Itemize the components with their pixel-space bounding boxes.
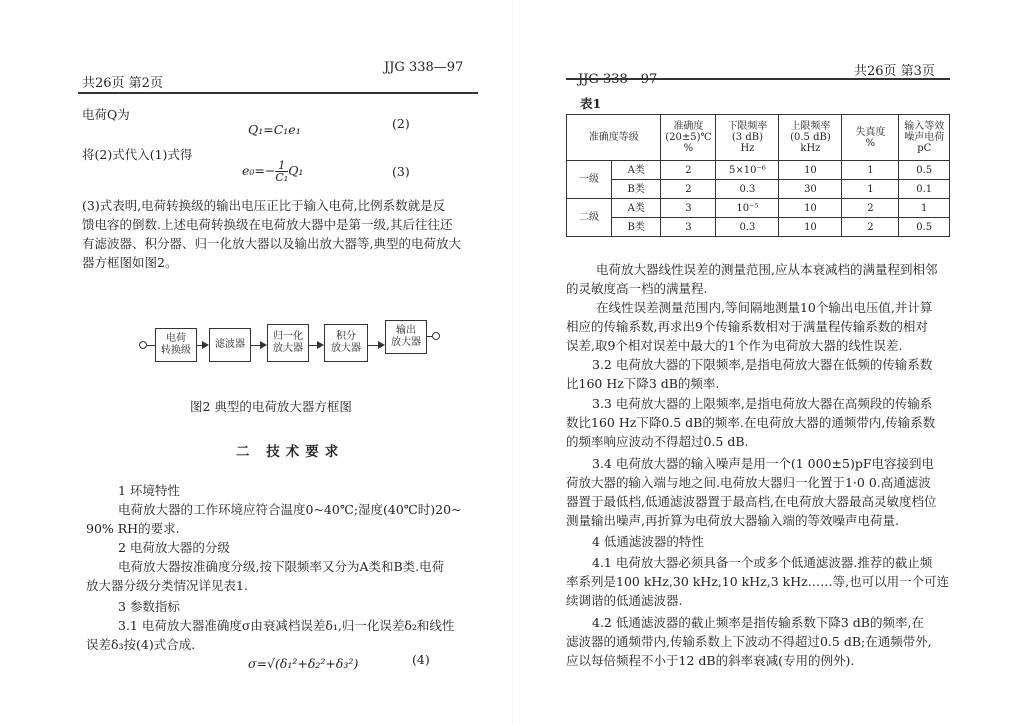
table-header: 准确度等级	[567, 115, 661, 161]
text-line: 电荷放大器的工作环境应符合温度0~40℃;湿度(40℃时)20~	[118, 502, 462, 517]
table-row	[567, 218, 950, 237]
connector-line	[367, 345, 378, 346]
table-cell: 0.3	[716, 218, 779, 237]
table-row	[567, 199, 950, 218]
output-terminal	[432, 332, 440, 340]
input-terminal	[139, 341, 147, 349]
table-cell: 2	[842, 199, 899, 218]
block-charge-converter: 电荷 转换级	[155, 328, 197, 362]
table-cell: A类	[612, 199, 661, 218]
equation-3-numerator: 1	[275, 160, 288, 172]
arrow-icon	[317, 341, 324, 349]
right-header-rule	[566, 78, 950, 80]
equation-3-fraction	[275, 160, 288, 183]
arrow-icon	[260, 341, 267, 349]
table-row	[567, 180, 950, 199]
table-cell-grade: 二级	[567, 199, 612, 237]
table-header-row	[567, 115, 950, 161]
table-cell: 10	[779, 218, 842, 237]
text-line: 应以每倍频程不小于12 dB的斜率衰减(专用的例外).	[566, 653, 855, 668]
table-header: 上限频率 (0.5 dB) kHz	[779, 115, 842, 161]
text-line: 续调谐的低通滤波器.	[566, 593, 683, 608]
text-line: 滤波器的通频带内,传输系数上下波动不得超过0.5 dB;在通频带外,	[566, 634, 932, 649]
text-line: 90% RH的要求.	[86, 521, 180, 536]
table-cell: 30	[779, 180, 842, 199]
text-line: 1 环境特性	[118, 483, 180, 498]
text-line: 放大器分级分类情况详见表1.	[86, 578, 248, 593]
equation-4-number: (4)	[412, 652, 430, 667]
text-line: 4.1 电荷放大器必须具备一个或多个低通滤波器.推荐的截止频	[592, 555, 933, 570]
text-line: 比160 Hz下降3 dB的频率.	[566, 376, 720, 391]
table-cell: 1	[842, 180, 899, 199]
text-line: 率系列是100 kHz,30 kHz,10 kHz,3 kHz……等,也可以用一个可连	[566, 574, 950, 589]
text-line: 3 参数指标	[118, 599, 180, 614]
table-cell: 10	[779, 161, 842, 180]
page-gutter	[512, 0, 513, 724]
text-line: 测量输出噪声,再折算为电荷放大器输入端的等效噪声电荷量.	[566, 513, 899, 528]
block-output-amplifier: 输出 放大器	[385, 320, 427, 354]
text-line: 2 电荷放大器的分级	[118, 540, 230, 555]
paragraph-charge: 电荷Q为	[82, 107, 130, 122]
text-line: 电荷放大器线性误差的测量范围,应从本衰减档的满量程到相邻	[596, 262, 938, 277]
paragraph-line: 馈电容的倒数.上述电荷转换级在电荷放大器中是第一级,其后往往还	[82, 217, 453, 232]
table-cell-grade: 一级	[567, 161, 612, 199]
text-line: 3.1 电荷放大器准确度σ由衰减档误差δ₁,归一化误差δ₂和线性	[118, 618, 455, 633]
arrow-icon	[378, 341, 385, 349]
table-cell: 2	[661, 161, 716, 180]
table-header: 下限频率 (3 dB) Hz	[716, 115, 779, 161]
connector-line	[308, 345, 317, 346]
block-filter: 滤波器	[209, 328, 251, 362]
left-header-rule	[78, 92, 478, 94]
text-line: 误差δ₃按(4)式合成.	[86, 637, 196, 652]
text-line: 4.2 低通滤波器的截止频率是指传输系数下降3 dB的频率,在	[592, 615, 924, 630]
text-line: 的灵敏度高一档的满量程.	[566, 281, 708, 296]
table-cell: 0.5	[899, 161, 950, 180]
section-title: 二 技术要求	[236, 444, 345, 460]
table-cell: 1	[842, 161, 899, 180]
text-line: 4 低通滤波器的特性	[592, 534, 704, 549]
equation-3-lhs: e₀=−	[242, 163, 276, 178]
table-cell: A类	[612, 161, 661, 180]
table-cell: 5×10⁻⁶	[716, 161, 779, 180]
text-line: 3.4 电荷放大器的输入噪声是用一个(1 000±5)pF电容接到电	[592, 456, 934, 471]
text-line: 器置于最低档,低通滤波器置于最高档,在电荷放大器最高灵敏度档位	[566, 494, 937, 509]
text-line: 3.2 电荷放大器的下限频率,是指电荷放大器在低频的传输系数	[592, 357, 933, 372]
text-line: 荷放大器的输入端与地之间.电荷放大器归一化置于1·0 0.高通滤波	[566, 475, 931, 490]
block-integrating-amplifier: 积分 放大器	[324, 324, 368, 362]
equation-2-number: (2)	[392, 116, 410, 131]
right-header-code: JJG 338—97	[578, 72, 658, 87]
table-cell: B类	[612, 218, 661, 237]
table-cell: 10⁻⁵	[716, 199, 779, 218]
table-row	[567, 161, 950, 180]
table-title: 表1	[580, 96, 602, 111]
table-cell: 2	[661, 180, 716, 199]
equation-3-rhs: Q₁	[288, 163, 304, 178]
table-header: 准确度 (20±5)℃ %	[661, 115, 716, 161]
left-header-code: JJG 338—97	[384, 60, 464, 75]
left-header-pages: 共26页 第2页	[82, 76, 163, 91]
connector-line	[250, 345, 260, 346]
block-normalization-amplifier: 归一化 放大器	[267, 324, 309, 362]
table-cell: 1	[899, 199, 950, 218]
table-cell: 2	[842, 218, 899, 237]
connector-line	[147, 345, 155, 346]
equation-2: Q₁=C₁e₁	[248, 122, 301, 137]
table-cell: 0.1	[899, 180, 950, 199]
equation-3-denominator: C₁	[275, 171, 289, 184]
paragraph-line: 有滤波器、积分器、归一化放大器以及输出放大器等,典型的电荷放大	[82, 236, 461, 251]
equation-4: σ=√(δ₁²+δ₂²+δ₃²)	[248, 656, 359, 671]
table-cell: B类	[612, 180, 661, 199]
paragraph-substitute: 将(2)式代入(1)式得	[82, 147, 193, 162]
text-line: 电荷放大器按准确度分级,按下限频率又分为A类和B类.电荷	[118, 559, 445, 574]
text-line: 在线性误差测量范围内,等间隔地测量10个输出电压值,并计算	[596, 300, 933, 315]
table-header: 失真度 %	[842, 115, 899, 161]
equation-3	[242, 160, 303, 183]
table-cell: 10	[779, 199, 842, 218]
right-header-pages: 共26页 第3页	[854, 64, 935, 79]
figure-caption: 图2 典型的电荷放大器方框图	[190, 399, 352, 414]
paragraph-line: 器方框图如图2。	[82, 255, 178, 270]
arrow-icon	[202, 341, 209, 349]
table-cell: 3	[661, 199, 716, 218]
table-header: 输入等效 噪声电荷 pC	[899, 115, 950, 161]
text-line: 3.3 电荷放大器的上限频率,是指电荷放大器在高频段的传输系	[592, 396, 933, 411]
table-cell: 3	[661, 218, 716, 237]
text-line: 数比160 Hz下降0.5 dB的频率.在电荷放大器的通频带内,传输系数	[566, 415, 936, 430]
table-cell: 0.5	[899, 218, 950, 237]
table-cell: 0.3	[716, 180, 779, 199]
text-line: 相应的传输系数,再求出9个传输系数相对于满量程传输系数的相对	[566, 319, 928, 334]
text-line: 的频率响应波动不得超过0.5 dB.	[566, 434, 749, 449]
spec-table	[566, 114, 950, 237]
equation-3-number: (3)	[392, 164, 410, 179]
paragraph-line: (3)式表明,电荷转换级的输出电压正比于输入电荷,比例系数就是反	[82, 198, 446, 213]
text-line: 误差,取9个相对误差中最大的1个作为电荷放大器的线性误差.	[566, 338, 903, 353]
